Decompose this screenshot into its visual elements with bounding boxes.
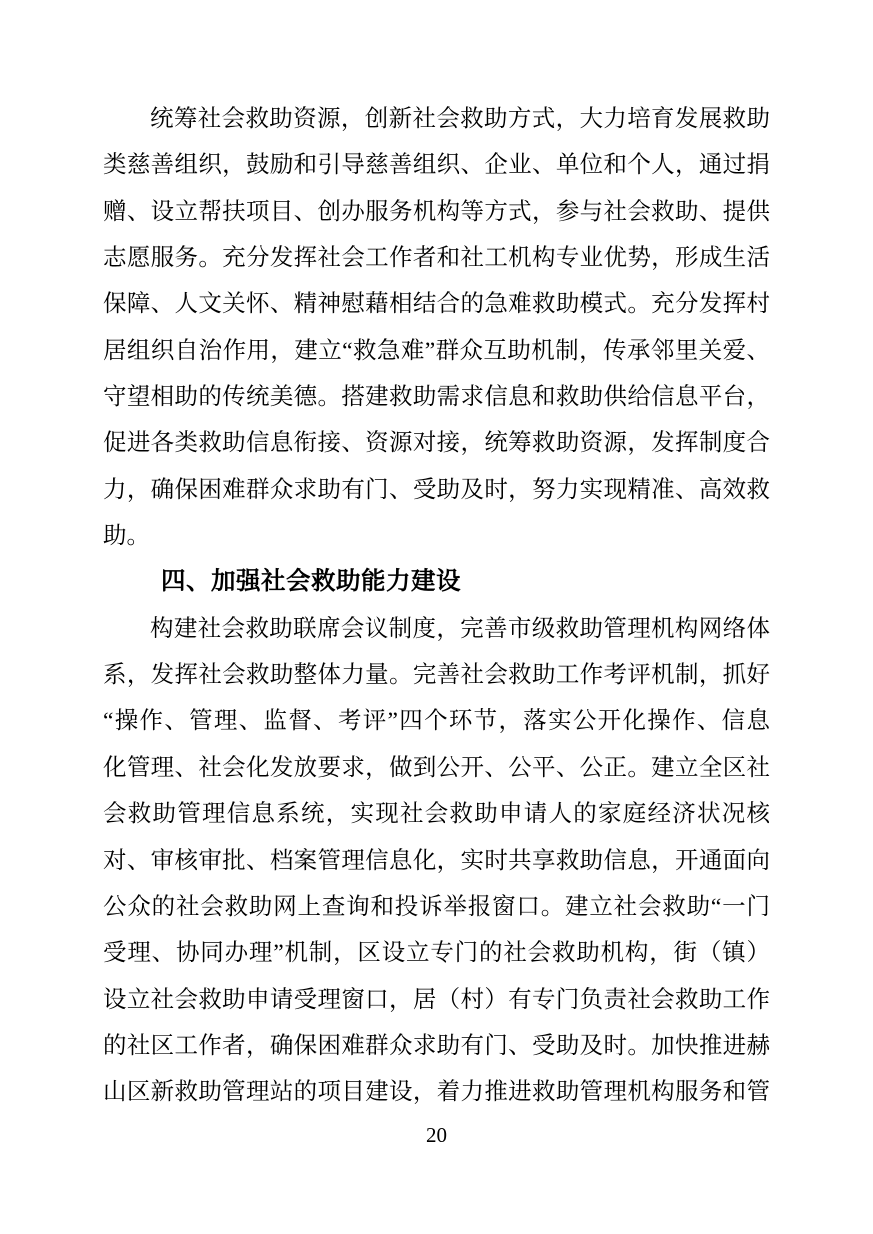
text-line: 力，确保困难群众求助有门、受助及时，努力实现精准、高效救 <box>103 476 770 503</box>
document-body <box>103 96 770 1116</box>
text-line: 促进各类救助信息衔接、资源对接，统筹救助资源，发挥制度合 <box>103 430 770 457</box>
text-line: 类慈善组织，鼓励和引导慈善组织、企业、单位和个人，通过捐 <box>103 152 770 179</box>
text-line: 志愿服务。充分发挥社会工作者和社工机构专业优势，形成生活 <box>103 245 770 272</box>
text-line: 化管理、社会化发放要求，做到公开、公平、公正。建立全区社 <box>103 754 770 781</box>
text-line: 赠、设立帮扶项目、创办服务机构等方式，参与社会救助、提供 <box>103 198 770 225</box>
text-line: 统筹社会救助资源，创新社会救助方式，大力培育发展救助 <box>150 106 770 132</box>
text-line: 系，发挥社会救助整体力量。完善社会救助工作考评机制，抓好 <box>103 662 770 689</box>
text-line: 的社区工作者，确保困难群众求助有门、受助及时。加快推进赫 <box>103 1032 770 1059</box>
text-line: 公众的社会救助网上查询和投诉举报窗口。建立社会救助“一门 <box>103 893 770 920</box>
text-line: 会救助管理信息系统，实现社会救助申请人的家庭经济状况核 <box>103 801 770 828</box>
text-line: 构建社会救助联席会议制度，完善市级救助管理机构网络体 <box>150 615 770 642</box>
text-line: 助。 <box>103 523 150 550</box>
text-line: 对、审核审批、档案管理信息化，实时共享救助信息，开通面向 <box>103 847 770 874</box>
text-line: 居组织自治作用，建立“救急难”群众互助机制，传承邻里关爱、 <box>103 337 770 364</box>
text-line: 保障、人文关怀、精神慰藉相结合的急难救助模式。充分发挥村 <box>103 291 770 318</box>
text-line: 山区新救助管理站的项目建设，着力推进救助管理机构服务和管 <box>103 1079 770 1106</box>
page-number: 20 <box>426 1123 447 1147</box>
text-line: 设立社会救助申请受理窗口，居（村）有专门负责社会救助工作 <box>103 986 770 1013</box>
section-heading: 四、加强社会救助能力建设 <box>161 568 461 596</box>
text-line: “操作、管理、监督、考评”四个环节，落实公开化操作、信息 <box>103 708 770 735</box>
text-line: 受理、协同办理”机制，区设立专门的社会救助机构，街（镇） <box>103 940 770 967</box>
text-line: 守望相助的传统美德。搭建救助需求信息和救助供给信息平台， <box>103 384 770 411</box>
